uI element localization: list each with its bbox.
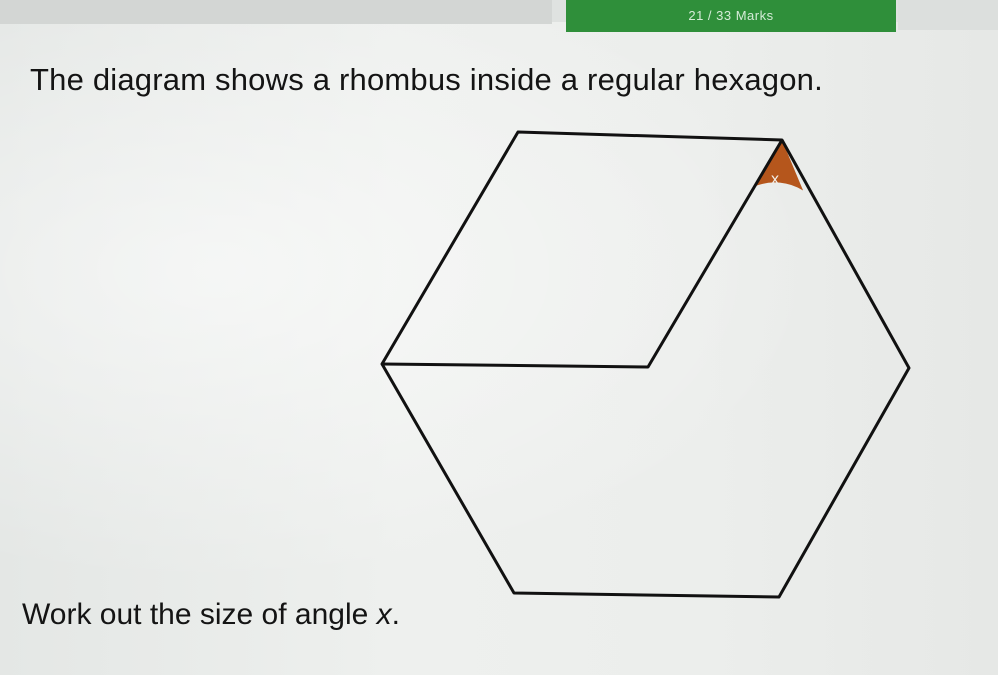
top-strip-right-panel	[898, 0, 998, 30]
rhombus	[382, 140, 782, 367]
diagram-svg	[360, 120, 930, 610]
instruction-text	[22, 598, 400, 632]
hexagon-rhombus-diagram	[360, 120, 930, 610]
marks-badge: 21 / 33 Marks	[566, 0, 896, 32]
instruction-variable: x	[376, 598, 392, 631]
instruction-suffix: .	[391, 598, 400, 631]
angle-x-label: x	[771, 171, 779, 188]
question-text: The diagram shows a rhombus inside a regular hexagon.	[30, 62, 823, 97]
top-strip-left-panel	[0, 0, 552, 24]
instruction-prefix: Work out the size of angle	[22, 598, 377, 631]
